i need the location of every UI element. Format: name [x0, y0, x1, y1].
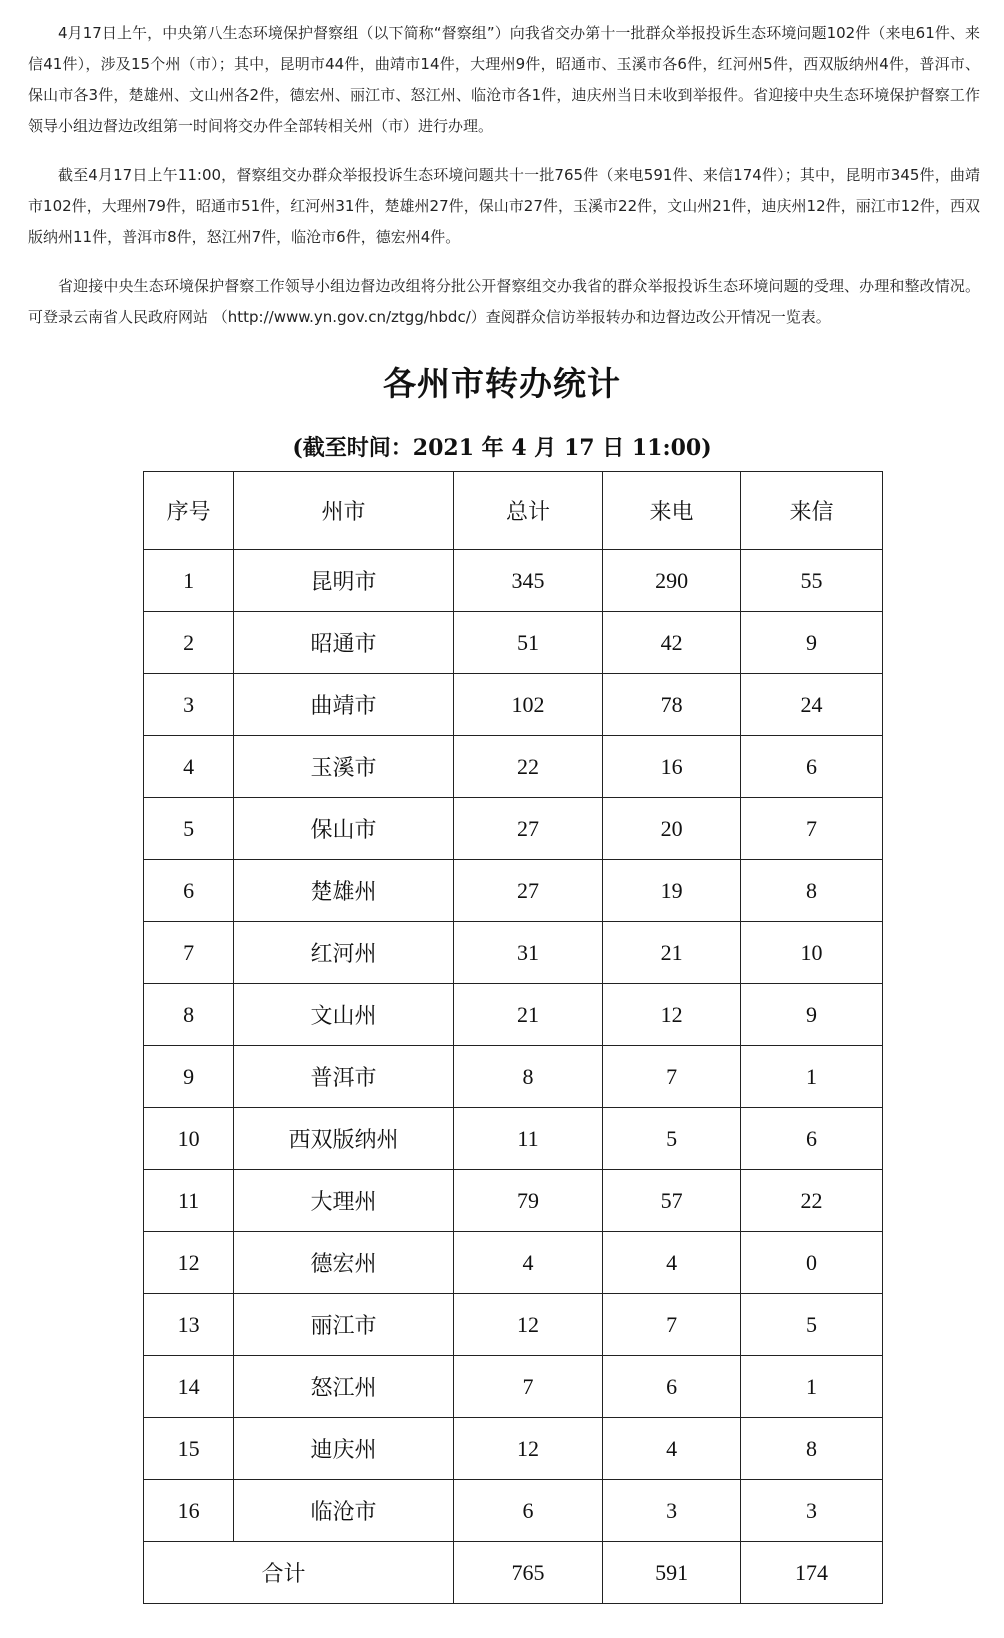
table-row — [144, 674, 883, 736]
cell-city: 玉溪市 — [234, 736, 454, 798]
header-phone: 来电 — [603, 472, 741, 550]
cell-total: 21 — [453, 984, 602, 1046]
cell-city: 西双版纳州 — [234, 1108, 454, 1170]
cell-city: 保山市 — [234, 798, 454, 860]
cell-city: 德宏州 — [234, 1232, 454, 1294]
table-row — [144, 922, 883, 984]
cell-phone: 7 — [603, 1046, 741, 1108]
cell-city: 怒江州 — [234, 1356, 454, 1418]
cell-total: 22 — [453, 736, 602, 798]
cell-total: 31 — [453, 922, 602, 984]
cell-phone: 4 — [603, 1232, 741, 1294]
cell-city: 大理州 — [234, 1170, 454, 1232]
cell-phone: 3 — [603, 1480, 741, 1542]
intro-paragraph-2: 截至4月17日上午11:00，督察组交办群众举报投诉生态环境问题共十一批765件（来电591件、来信174件）；其中，昆明市345件，曲靖市102件，大理州79件，昭通市51件，红河州31件，楚雄州27件，保山市27件，玉溪市22件，文山州21件，迪庆州12件，丽江市12件，西双版纳州11件，普洱市8件，怒江州7件，临沧市6件，德宏州4件。 — [28, 166, 980, 246]
cell-city: 丽江市 — [234, 1294, 454, 1356]
table-row — [144, 1046, 883, 1108]
cell-city: 昭通市 — [234, 612, 454, 674]
cell-letter: 10 — [740, 922, 882, 984]
cell-total: 51 — [453, 612, 602, 674]
cell-phone: 57 — [603, 1170, 741, 1232]
cell-letter: 8 — [740, 860, 882, 922]
cell-phone: 290 — [603, 550, 741, 612]
header-index: 序号 — [144, 472, 234, 550]
cell-total: 27 — [453, 860, 602, 922]
cell-index: 12 — [144, 1232, 234, 1294]
cell-phone: 5 — [603, 1108, 741, 1170]
total-phone: 591 — [603, 1542, 741, 1604]
cell-letter: 9 — [740, 612, 882, 674]
cell-total: 12 — [453, 1418, 602, 1480]
cell-index: 5 — [144, 798, 234, 860]
cell-letter: 7 — [740, 798, 882, 860]
table-row — [144, 1232, 883, 1294]
cell-phone: 7 — [603, 1294, 741, 1356]
cell-letter: 8 — [740, 1418, 882, 1480]
cell-index: 13 — [144, 1294, 234, 1356]
cell-index: 9 — [144, 1046, 234, 1108]
cell-letter: 9 — [740, 984, 882, 1046]
cell-total: 12 — [453, 1294, 602, 1356]
table-row — [144, 1294, 883, 1356]
table-row — [144, 1356, 883, 1418]
cell-letter: 55 — [740, 550, 882, 612]
cell-index: 15 — [144, 1418, 234, 1480]
total-label: 合计 — [144, 1542, 454, 1604]
cell-index: 8 — [144, 984, 234, 1046]
cell-index: 16 — [144, 1480, 234, 1542]
table-title: 各州市转办统计 — [383, 364, 621, 403]
cell-phone: 20 — [603, 798, 741, 860]
cell-city: 昆明市 — [234, 550, 454, 612]
cell-letter: 1 — [740, 1046, 882, 1108]
cell-total: 8 — [453, 1046, 602, 1108]
cell-city: 曲靖市 — [234, 674, 454, 736]
cell-letter: 5 — [740, 1294, 882, 1356]
table-row — [144, 1480, 883, 1542]
table-row — [144, 736, 883, 798]
cell-total: 4 — [453, 1232, 602, 1294]
table-row — [144, 1418, 883, 1480]
cell-total: 345 — [453, 550, 602, 612]
cell-index: 11 — [144, 1170, 234, 1232]
cell-letter: 0 — [740, 1232, 882, 1294]
cell-phone: 12 — [603, 984, 741, 1046]
cell-city: 红河州 — [234, 922, 454, 984]
table-row — [144, 798, 883, 860]
cell-index: 1 — [144, 550, 234, 612]
cell-letter: 3 — [740, 1480, 882, 1542]
cell-index: 3 — [144, 674, 234, 736]
cell-total: 27 — [453, 798, 602, 860]
cell-index: 6 — [144, 860, 234, 922]
cell-index: 4 — [144, 736, 234, 798]
table-subtitle: (截至时间：2021 年 4 月 17 日 11:00) — [292, 435, 712, 461]
cell-phone: 16 — [603, 736, 741, 798]
cell-city: 普洱市 — [234, 1046, 454, 1108]
total-letter: 174 — [740, 1542, 882, 1604]
table-row — [144, 1170, 883, 1232]
cell-city: 文山州 — [234, 984, 454, 1046]
table-row — [144, 984, 883, 1046]
statistics-table — [143, 471, 883, 1604]
header-letter: 来信 — [740, 472, 882, 550]
intro-paragraph-3: 省迎接中央生态环境保护督察工作领导小组边督边改组将分批公开督察组交办我省的群众举报投诉生态环境问题的受理、办理和整改情况。可登录云南省人民政府网站 （http://www.yn.gov.cn/ztgg/hbdc/）查阅群众信访举报转办和边督边改公开情况一览表。 — [28, 277, 980, 326]
cell-index: 10 — [144, 1108, 234, 1170]
cell-phone: 21 — [603, 922, 741, 984]
cell-letter: 6 — [740, 736, 882, 798]
cell-total: 11 — [453, 1108, 602, 1170]
cell-letter: 24 — [740, 674, 882, 736]
table-row — [144, 1108, 883, 1170]
header-city: 州市 — [234, 472, 454, 550]
table-row — [144, 550, 883, 612]
total-total: 765 — [453, 1542, 602, 1604]
cell-phone: 6 — [603, 1356, 741, 1418]
table-row — [144, 612, 883, 674]
cell-total: 7 — [453, 1356, 602, 1418]
cell-city: 迪庆州 — [234, 1418, 454, 1480]
intro-section — [28, 18, 980, 351]
cell-index: 14 — [144, 1356, 234, 1418]
cell-phone: 19 — [603, 860, 741, 922]
table-row — [144, 860, 883, 922]
cell-phone: 4 — [603, 1418, 741, 1480]
cell-phone: 42 — [603, 612, 741, 674]
table-body — [144, 550, 883, 1542]
cell-letter: 1 — [740, 1356, 882, 1418]
cell-letter: 6 — [740, 1108, 882, 1170]
table-header-row — [144, 472, 883, 550]
cell-phone: 78 — [603, 674, 741, 736]
cell-total: 102 — [453, 674, 602, 736]
cell-index: 7 — [144, 922, 234, 984]
intro-paragraph-1: 4月17日上午，中央第八生态环境保护督察组（以下简称“督察组”）向我省交办第十一批群众举报投诉生态环境问题102件（来电61件、来信41件），涉及15个州（市）；其中，昆明市44件，曲靖市14件，大理州9件，昭通市、玉溪市各6件，红河州5件，西双版纳州4件，普洱市、保山市各3件，楚雄州、文山州各2件，德宏州、丽江市、怒江州、临沧市各1件，迪庆州当日未收到举报件。省迎接中央生态环境保护督察工作领导小组边督边改组第一时间将交办件全部转相关州（市）进行办理。 — [28, 24, 980, 135]
header-total: 总计 — [453, 472, 602, 550]
cell-total: 79 — [453, 1170, 602, 1232]
cell-letter: 22 — [740, 1170, 882, 1232]
cell-city: 临沧市 — [234, 1480, 454, 1542]
cell-city: 楚雄州 — [234, 860, 454, 922]
total-row — [144, 1542, 883, 1604]
cell-index: 2 — [144, 612, 234, 674]
cell-total: 6 — [453, 1480, 602, 1542]
